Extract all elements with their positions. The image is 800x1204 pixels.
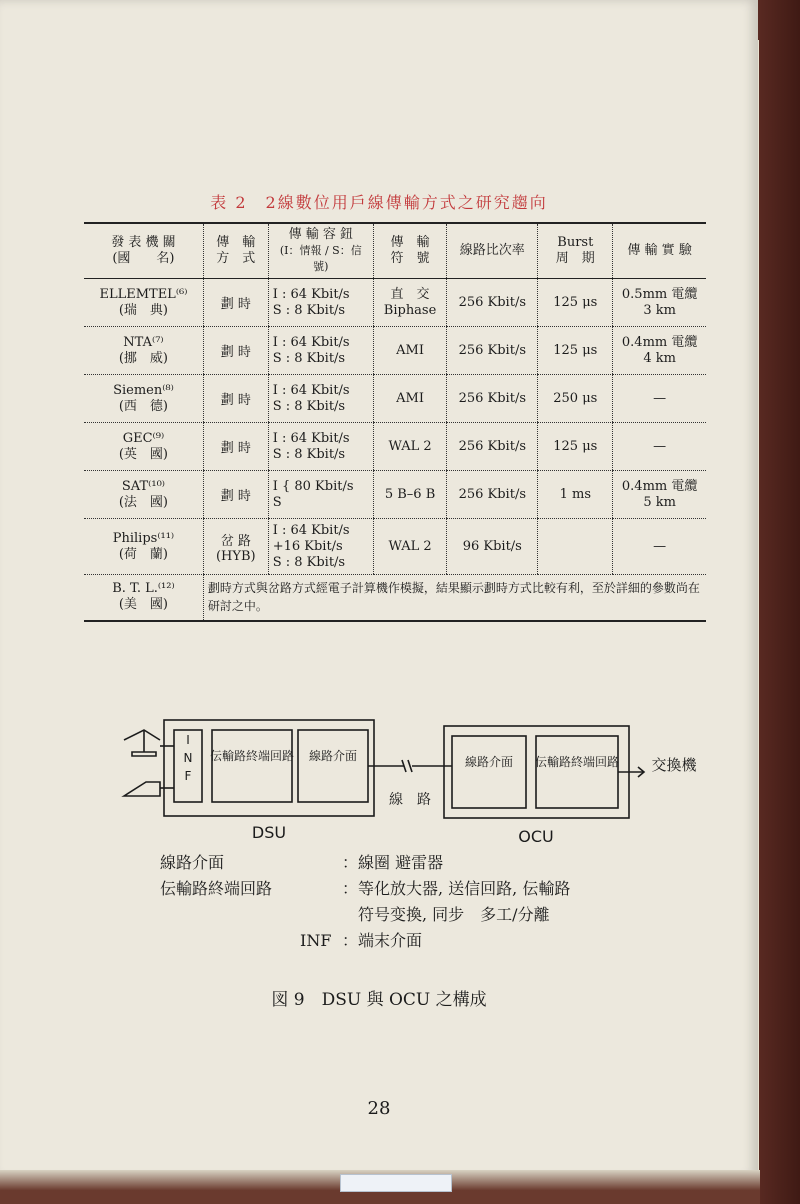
table-row — [84, 423, 706, 471]
method-cell: 劃 時 — [203, 279, 268, 327]
dsu-ocu-diagram — [84, 700, 724, 850]
capacity-cell: I : 64 Kbit/s S : 8 Kbit/s — [268, 375, 373, 423]
ocu-label: OCU — [518, 827, 554, 846]
experiment-cell: — — [613, 375, 706, 423]
rate-cell: 256 Kbit/s — [447, 423, 538, 471]
method-cell: 岔 路 (HYB) — [203, 519, 268, 575]
note-cell: 劃時方式與岔路方式經電子計算機作模擬，結果顯示劃時方式比較有利，至於詳細的參數尚在研討之中。 — [203, 575, 706, 621]
book-page: 表 2 2線數位用戶線傳輸方式之研究趨向 發 表 機 關 (國 名) 傳 輸 方 式 傳 輸 容 鈕 (I：情報 / S：信號) 傳 輸 符 號 線路比次率 Burst 周 期 傳 輸 實 驗 ELLEMTEL⁽⁶⁾ (瑞 典) 劃 時 I : 64 Kbit/s S : 8 Kbit/s 直 交 Biphase 256 Kbit/s 125 μs 0.5mm 電纜 3 km NTA⁽⁷⁾ (挪 威) 劃 時 I : 64 Kbit/s S : 8 Kbit/s AMI 256 Kbit/s 125 μs 0.4mm 電纜 4 km Siemen⁽⁸⁾ (西 德) 劃 時 I : 64 Kbit/s S : 8 Kbit/s AMI 256 Kbit/s 250 μs — GEC⁽⁹⁾ (英 國) 劃 時 I : 64 Kbit/s S : 8 Kbit/s WAL 2 256 Kbit/s 125 μs — SAT⁽¹⁰⁾ (法 國) 劃 時 I { 80 Kbit/s S 5 B–6 B 256 Kbit/s 1 ms 0.4mm 電纜 5 km Philips⁽¹¹⁾ (荷 蘭) 岔 路 (HYB) I : 64 Kbit/s +16 Kbit/s S : 8 Kbit/s WAL 2 96 Kbit/s — B. T. L.⁽¹²⁾ (美 國) 劃時方式與岔路方式經電子計算機作模擬，結果顯示劃時方式比較有利，至於詳細的參數尚在研討之中。 I N F 伝輸路終端回路 線路介面 線路介面 伝輸路終端回路 線 路 交換機 DSU OCU 線路介面 ：線圈 避雷器 伝輸路終端回路 ：等化放大器, 送信回路, 伝輸路 符号变換, 同步 多工/分離 INF ：端末介面 図 9 DSU 與 OCU 之構成 28 — [0, 0, 758, 1178]
burst-cell: 250 μs — [538, 375, 613, 423]
burst-cell: 125 μs — [538, 327, 613, 375]
org-cell: SAT⁽¹⁰⁾ (法 國) — [84, 471, 203, 519]
code-cell: AMI — [373, 327, 446, 375]
table-row — [84, 279, 706, 327]
experiment-cell: 0.5mm 電纜 3 km — [613, 279, 706, 327]
experiment-cell: 0.4mm 電纜 5 km — [613, 471, 706, 519]
method-cell: 劃 時 — [203, 375, 268, 423]
table-row — [84, 575, 706, 621]
ocu-termination-label: 伝輸路終端回路 — [534, 755, 620, 769]
capacity-cell: I : 64 Kbit/s S : 8 Kbit/s — [268, 279, 373, 327]
table-header-row — [84, 223, 706, 279]
header-capacity: 傳 輸 容 鈕 (I：情報 / S：信號) — [268, 223, 373, 279]
dsu-termination-label: 伝輸路終端回路 — [209, 749, 295, 763]
table-caption: 表 2 2線數位用戶線傳輸方式之研究趨向 — [210, 193, 548, 212]
experiment-cell: — — [613, 519, 706, 575]
header-code: 傳 輸 符 號 — [373, 223, 446, 279]
capacity-cell: I : 64 Kbit/s S : 8 Kbit/s — [268, 423, 373, 471]
burst-cell — [538, 519, 613, 575]
table-row — [84, 519, 706, 575]
page-bottom-edge — [0, 1170, 760, 1204]
method-cell: 劃 時 — [203, 327, 268, 375]
header-org: 發 表 機 關 (國 名) — [84, 223, 203, 279]
capacity-cell: I : 64 Kbit/s +16 Kbit/s S : 8 Kbit/s — [268, 519, 373, 575]
org-cell: NTA⁽⁷⁾ (挪 威) — [84, 327, 203, 375]
code-cell: WAL 2 — [373, 519, 446, 575]
code-cell: 直 交 Biphase — [373, 279, 446, 327]
rate-cell: 256 Kbit/s — [447, 327, 538, 375]
org-cell: B. T. L.⁽¹²⁾ (美 國) — [84, 575, 203, 621]
burst-cell: 125 μs — [538, 279, 613, 327]
org-cell: ELLEMTEL⁽⁶⁾ (瑞 典) — [84, 279, 203, 327]
dsu-line-interface-box — [298, 730, 368, 802]
header-method: 傳 輸 方 式 — [203, 223, 268, 279]
terminal-icon — [124, 782, 160, 796]
org-cell: GEC⁽⁹⁾ (英 國) — [84, 423, 203, 471]
org-cell: Siemen⁽⁸⁾ (西 德) — [84, 375, 203, 423]
org-cell: Philips⁽¹¹⁾ (荷 蘭) — [84, 519, 203, 575]
phone-icon — [124, 730, 160, 740]
burst-cell: 125 μs — [538, 423, 613, 471]
inf-label: I N F — [183, 733, 193, 783]
figure-caption: 図 9 DSU 與 OCU 之構成 — [271, 990, 487, 1010]
code-cell: 5 B–6 B — [373, 471, 446, 519]
bookmark-ribbon — [340, 1174, 452, 1192]
ocu-line-interface-label: 線路介面 — [464, 755, 514, 769]
page-number: 28 — [367, 1098, 391, 1119]
dsu-termination-box — [209, 730, 295, 802]
table-row — [84, 471, 706, 519]
rate-cell: 256 Kbit/s — [447, 375, 538, 423]
book-cover-edge — [752, 0, 800, 1204]
header-rate: 線路比次率 — [447, 223, 538, 279]
experiment-cell: 0.4mm 電纜 4 km — [613, 327, 706, 375]
header-burst: Burst 周 期 — [538, 223, 613, 279]
capacity-cell: I : 64 Kbit/s S : 8 Kbit/s — [268, 327, 373, 375]
rate-cell: 256 Kbit/s — [447, 471, 538, 519]
ocu-termination-box — [536, 736, 618, 808]
code-cell: WAL 2 — [373, 423, 446, 471]
method-cell: 劃 時 — [203, 471, 268, 519]
code-cell: AMI — [373, 375, 446, 423]
capacity-cell: I { 80 Kbit/s S — [268, 471, 373, 519]
header-experiment: 傳 輸 實 驗 — [613, 223, 706, 279]
rate-cell: 256 Kbit/s — [447, 279, 538, 327]
rate-cell: 96 Kbit/s — [447, 519, 538, 575]
transmission-table — [84, 222, 706, 622]
dsu-line-interface-label: 線路介面 — [308, 749, 358, 763]
table-row — [84, 327, 706, 375]
table-row — [84, 375, 706, 423]
line-label: 線 路 — [389, 792, 431, 808]
method-cell: 劃 時 — [203, 423, 268, 471]
dsu-label: DSU — [251, 823, 287, 842]
exchange-label: 交換機 — [651, 756, 697, 774]
experiment-cell: — — [613, 423, 706, 471]
ocu-line-interface-box — [452, 736, 526, 808]
burst-cell: 1 ms — [538, 471, 613, 519]
